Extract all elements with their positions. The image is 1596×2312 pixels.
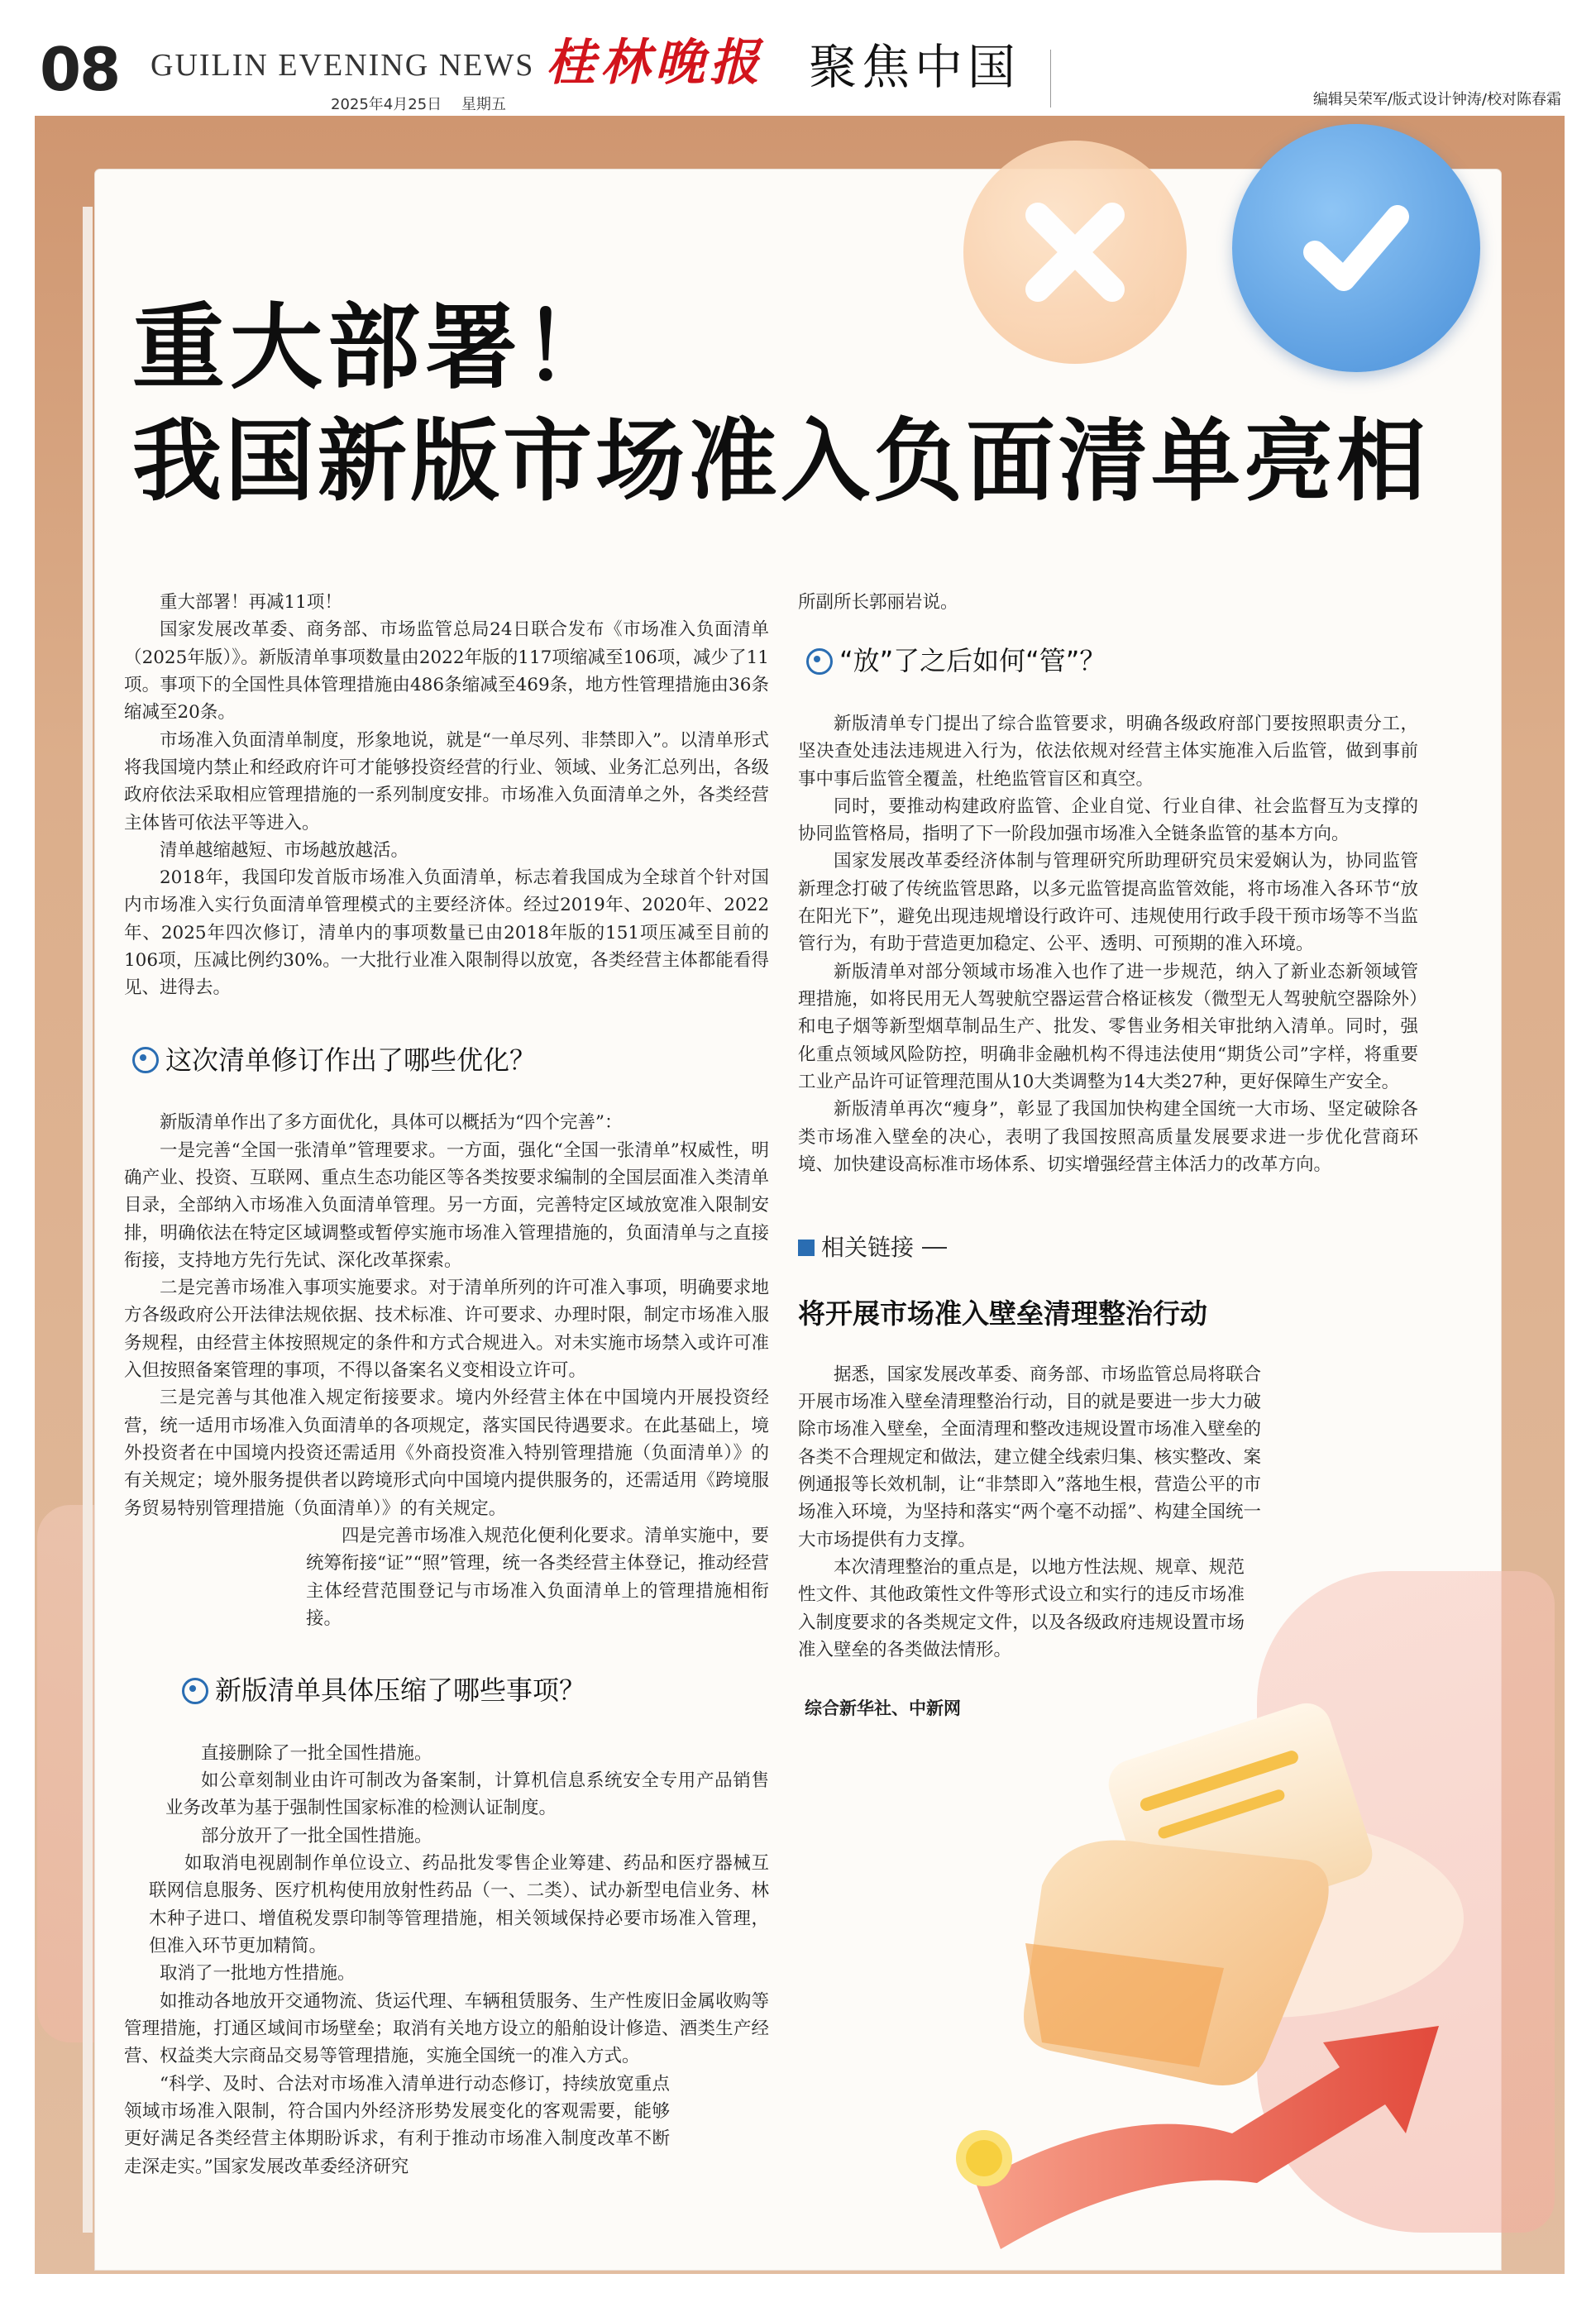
related-article-title: 将开展市场准入壁垒清理整治行动 [798,1297,1207,1330]
related-links-text: 相关链接 [821,1234,915,1262]
masthead [0,0,1596,116]
square-bullet-icon [798,1240,815,1256]
intro-paragraph: 2018年，我国印发首版市场准入负面清单，标志着我国成为全球首个针对国内市场准入实行负面清单管理模式的主要经济体。经过2019年、2020年、2022年、2025年四次修订，清单内的事项数量已由2018年版的151项压减至目前的106项，压减比例约30%。一大批行业准入限制得以放宽，各类经营主体都能看得见、进得去。 [124,867,769,999]
english-name: GUILIN EVENING NEWS [151,48,535,83]
body-paragraph: 三是完善与其他准入规定衔接要求。境内外经营主体在中国境内开展投资经营，统一适用市场准入负面清单的各项规定，落实国民待遇要求。在此基础上，境外投资者在中国境内投资还需适用《外商投资准入特别管理措施（负面清单）》的有关规定；境外服务提供者以跨境形式向中国境内提供服务的，还需适用《跨境服务贸易特别管理措施（负面清单）》的有关规定。 [124,1388,769,1519]
continued-text: 所副所长郭丽岩说。 [798,592,958,613]
intro-paragraph: 国家发展改革委、商务部、市场监管总局24日联合发布《市场准入负面清单（2025年版）》。新版清单事项数量由2022年版的117项缩减至106项，减少了11项。事项下的全国性具体管理措施由486条缩减至469条，地方性管理措施由36条缩减至20条。 [124,619,769,724]
body-paragraph: 如取消电视剧制作单位设立、药品批发零售企业筹建、药品和医疗器械互联网信息服务、医疗机构使用放射性药品（一、二类）、试办新型电信业务、林木种子进口、增值税发票印制等管理措施，相关领域保持必要市场准入管理，但准入环节更加精简。 [149,1853,769,1956]
body-paragraph: 取消了一批地方性措施。 [160,1963,356,1985]
body-paragraph: 四是完善市场准入规范化便利化要求。清单实施中，要统筹衔接“证”“照”管理，统一各类经营主体登记，推动经营主体经营范围登记与市场准入负面清单上的管理措施相衔接。 [306,1525,769,1629]
target-dot-icon [182,1678,208,1704]
section-title: 聚焦中国 [809,39,1021,95]
body-paragraph: 新版清单再次“瘦身”，彰显了我国加快构建全国统一大市场、坚定破除各类市场准入壁垒的决心，表明了我国按照高质量发展要求进一步优化营商环境、加快建设高标准市场体系、切实增强经营主体活力的改革方向。 [798,1099,1418,1175]
related-links-label [798,1230,1418,1265]
intro-paragraph: 市场准入负面清单制度，形象地说，就是“一单尽列、非禁即入”。以清单形式将我国境内禁止和经政府许可才能够投资经营的行业、领域、业务汇总列出，各级政府依法采取相应管理措施的一系列制度安排。市场准入负面清单之外，各类经营主体皆可依法平等进入。 [124,729,769,834]
issue-date [331,93,521,114]
right-column [798,589,1418,1722]
paper-edge [83,207,93,2233]
body-paragraph: 同时，要推动构建政府监管、企业自觉、行业自律、社会监督互为支撑的协同监管格局，指明了下一阶段加强市场准入全链条监管的基本方向。 [798,795,1418,845]
page-number: 08 [40,35,120,104]
article-source: 综合新华社、中新网 [805,1698,961,1719]
subheading-q2-text: 新版清单具体压缩了哪些事项？ [215,1674,586,1707]
headline [132,294,1488,514]
body-paragraph: 新版清单对部分领域市场准入也作了进一步规范，纳入了新业态新领域管理措施，如将民用无人驾驶航空器运营合格证核发（微型无人驾驶航空器除外）和电子烟等新型烟草制品生产、批发、零售业务相关审批纳入清单。同时，强化重点领域风险防控，明确非金融机构不得违法使用“期货公司”字样，将重要工业产品许可证管理范围从10大类调整为14大类27种，更好保障生产安全。 [798,961,1418,1092]
subheading-q3-text: “放”了之后如何“管”？ [839,645,1106,677]
left-column [124,589,769,2181]
headline-line-2: 我国新版市场准入负面清单亮相 [132,410,1430,514]
body-paragraph: 国家发展改革委经济体制与管理研究所助理研究员宋爱娴认为，协同监管新理念打破了传统监管思路，以多元监管提高监管效能，将市场准入各环节“放在阳光下”，避免出现违规增设行政许可、违规使用行政手段干预市场等不当监管行为，有助于营造更加稳定、公平、透明、可预期的准入环境。 [798,851,1418,955]
newspaper-logo: 桂林晚报 [546,34,764,92]
body-paragraph: 如公章刻制业由许可制改为备案制，计算机信息系统安全专用产品销售业务改革为基于强制性国家标准的检测认证制度。 [165,1770,769,1819]
body-paragraph: 如推动各地放开交通物流、货运代理、车辆租赁服务、生产性废旧金属收购等管理措施，打通区域间市场壁垒；取消有关地方设立的船舶设计修造、酒类生产经营、权益类大宗商品交易等管理措施，实施全国统一的准入方式。 [124,1990,769,2067]
header-divider [1050,50,1051,107]
body-paragraph: “科学、及时、合法对市场准入清单进行动态修订，持续放宽重点领域市场准入限制，符合国内外经济形势发展变化的客观需要，能够更好满足各类经营主体期盼诉求，有利于推动市场准入制度改革不断走深走实。”国家发展改革委经济研究 [124,2073,670,2177]
editor-credits: 编辑吴荣军/版式设计钟涛/校对陈春霜 [1312,91,1561,108]
target-dot-icon [132,1047,159,1073]
document-illustration [877,1670,1488,2266]
date: 2025年4月25日 [331,96,442,113]
intro-paragraph: 清单越缩越短、市场越放越活。 [160,839,409,861]
body-paragraph: 一是完善“全国一张清单”管理要求。一方面，强化“全国一张清单”权威性，明确产业、投资、互联网、重点生态功能区等各类按要求编制的全国层面准入类清单目录，全部纳入市场准入负面清单管理。另一方面，完善特定区域放宽准入限制安排，明确依法在特定区域调整或暂停实施市场准入管理措施的，负面清单与之直接衔接，支持地方先行先试、深化改革探索。 [124,1139,769,1271]
subheading-q1-text: 这次清单修订作出了哪些优化？ [165,1044,537,1076]
related-paragraph: 本次清理整治的重点是，以地方性法规、规章、规范性文件、其他政策性文件等形式设立和实行的违反市场准入制度要求的各类规定文件，以及各级政府违规设置市场准入壁垒的各类做法情形。 [798,1556,1245,1660]
intro-paragraph: 重大部署！再减11项！ [160,592,342,613]
bottom-margin [35,2274,1565,2312]
body-paragraph: 部分放开了一批全国性措施。 [201,1825,432,1846]
subheading-q1 [132,1040,769,1082]
body-paragraph: 新版清单作出了多方面优化，具体可以概括为“四个完善”： [160,1112,623,1134]
body-paragraph: 新版清单专门提出了综合监管要求，明确各级政府部门要按照职责分工，坚决查处违法违规进入行为，依法依规对经营主体实施准入后监管，做到事前事中事后监管全覆盖，杜绝监管盲区和真空。 [798,713,1418,790]
weekday: 星期五 [461,96,506,113]
body-paragraph: 直接删除了一批全国性措施。 [201,1742,432,1764]
subheading-q2 [182,1670,769,1712]
related-paragraph: 据悉，国家发展改革委、商务部、市场监管总局将联合开展市场准入壁垒清理整治行动，目的就是要进一步大力破除市场准入壁垒，全面清理和整改违规设置市场准入壁垒的各类不合理规定和做法，建立健全线索归集、核实整改、案例通报等长效机制，让“非禁即入”落地生根，营造公平的市场准入环境，为坚持和落实“两个毫不动摇”、构建全国统一大市场提供有力支撑。 [798,1364,1261,1550]
x-mark-icon [1013,190,1137,314]
check-mark-icon [1290,182,1422,314]
headline-line-1: 重大部署！ [132,294,620,402]
target-dot-icon [806,648,833,675]
body-paragraph: 二是完善市场准入事项实施要求。对于清单所列的许可准入事项，明确要求地方各级政府公开法律法规依据、技术标准、许可要求、办理时限，制定市场准入服务规程，由经营主体按照规定的条件和方式合规进入。对未实施市场禁入或许可准入但按照备案管理的事项，不得以备案名义变相设立许可。 [124,1278,769,1382]
subheading-q3 [806,641,1418,682]
related-links-rule [922,1247,947,1249]
